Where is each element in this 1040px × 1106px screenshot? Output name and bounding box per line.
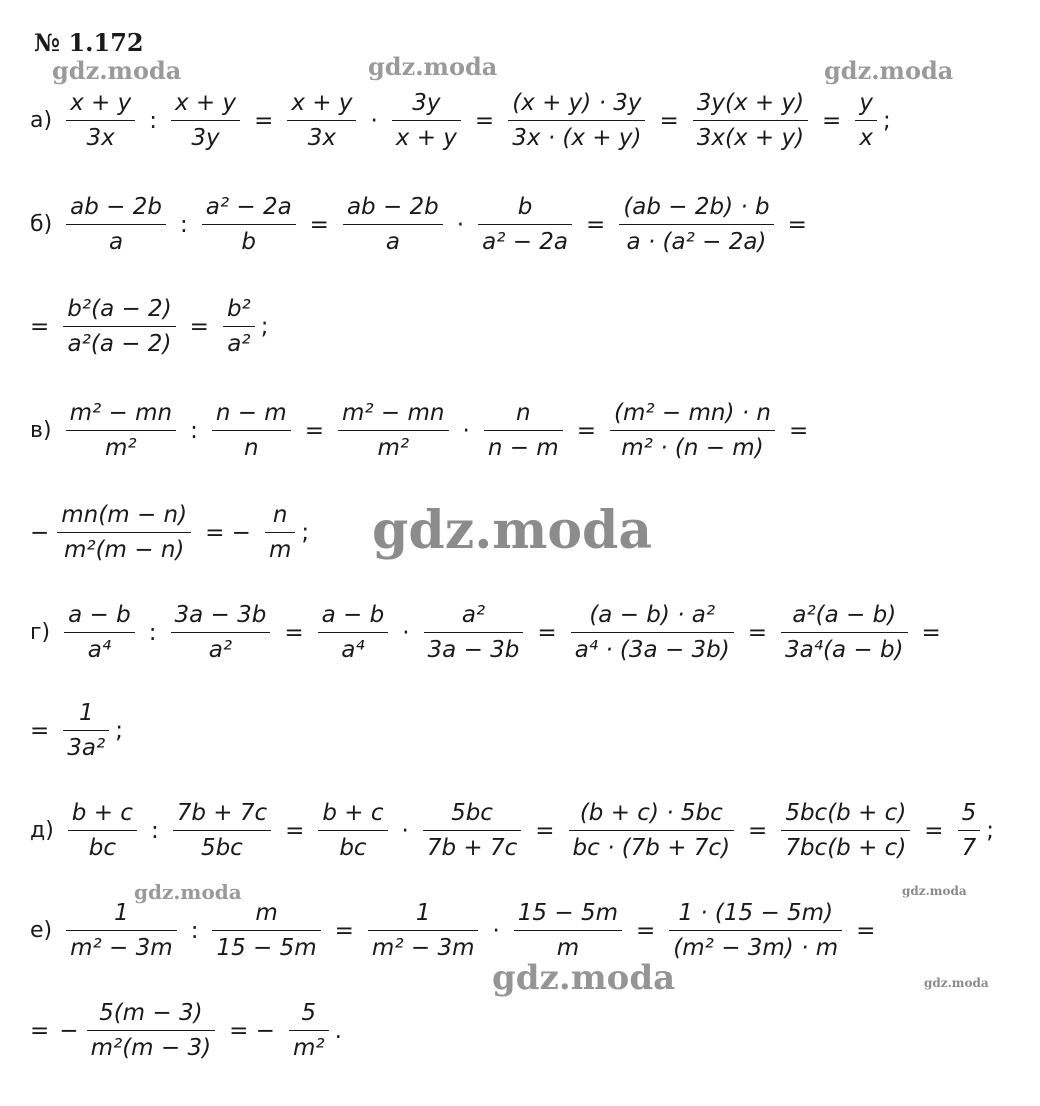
fraction	[855, 86, 877, 155]
operator: =	[856, 917, 876, 944]
denominator: m² − 3m	[371, 935, 475, 961]
operator: −	[30, 519, 50, 546]
operator: =	[285, 817, 305, 844]
numerator: (ab − 2b) · b	[623, 194, 770, 220]
fraction	[87, 996, 216, 1065]
operator: =	[787, 211, 807, 238]
numerator: b + c	[71, 800, 133, 826]
item-label: в)	[30, 418, 52, 443]
operator: =	[822, 107, 842, 134]
watermark: gdz.moda	[902, 884, 967, 898]
item-label: б)	[30, 212, 53, 237]
operator: =	[30, 717, 50, 744]
item-label: е)	[30, 918, 53, 943]
denominator: a⁴ · (3a − 3b)	[574, 637, 730, 663]
denominator: m²(m − n)	[63, 537, 185, 563]
denominator: a²	[208, 637, 233, 663]
fraction	[66, 190, 166, 259]
operator: =	[30, 313, 50, 340]
numerator: a² − 2a	[205, 194, 292, 220]
numerator: x + y	[174, 90, 237, 116]
fraction	[202, 190, 296, 259]
denominator: a	[385, 229, 400, 255]
numerator: b²	[226, 296, 251, 322]
numerator: a²	[461, 602, 486, 628]
fraction	[66, 896, 177, 965]
fraction	[610, 396, 775, 465]
denominator: 3x	[307, 125, 337, 151]
denominator: 3y	[191, 125, 220, 151]
fraction	[368, 896, 479, 965]
numerator: ab − 2b	[346, 194, 439, 220]
operator: :	[179, 211, 188, 238]
operator: =	[309, 211, 329, 238]
numerator: 3y(x + y)	[696, 90, 805, 116]
denominator: a²	[227, 331, 251, 357]
fraction	[171, 598, 271, 667]
fraction	[318, 796, 387, 865]
operator: =	[747, 619, 768, 646]
terminator: ;	[986, 817, 994, 844]
fraction	[171, 86, 240, 155]
numerator: b + c	[322, 800, 384, 826]
numerator: n	[515, 400, 531, 426]
numerator: 3a − 3b	[174, 602, 267, 628]
fraction	[287, 86, 356, 155]
numerator: 1	[78, 700, 94, 726]
operator: =	[304, 417, 324, 444]
terminator: ;	[301, 519, 310, 546]
numerator: 1	[114, 900, 129, 926]
watermark: gdz.moda	[52, 56, 182, 85]
fraction	[571, 598, 734, 667]
operator: ·	[462, 417, 470, 444]
numerator: x + y	[291, 90, 353, 116]
numerator: ab − 2b	[70, 194, 162, 220]
denominator: 3a²	[67, 735, 106, 761]
operator: =	[284, 619, 304, 646]
numerator: (a − b) · a²	[589, 602, 716, 628]
denominator: 7b + 7c	[426, 835, 518, 861]
numerator: y	[859, 90, 873, 116]
operator: :	[190, 917, 199, 944]
numerator: (x + y) · 3y	[512, 90, 642, 116]
numerator: a²(a − b)	[792, 602, 897, 628]
fraction	[265, 498, 295, 567]
denominator: a²(a − 2)	[67, 331, 172, 357]
denominator: 3x · (x + y)	[512, 125, 642, 151]
denominator: 3x(x + y)	[696, 125, 805, 151]
fraction	[343, 190, 443, 259]
terminator: ;	[260, 313, 269, 340]
denominator: m	[556, 935, 580, 961]
numerator: 5bc	[451, 800, 493, 826]
equation-line-e2	[30, 996, 350, 1065]
equation-line-v2	[30, 498, 317, 567]
operator: =	[474, 107, 495, 134]
numerator: (b + c) · 5bc	[579, 800, 723, 826]
fraction	[392, 86, 461, 155]
denominator: 3a⁴(a − b)	[785, 637, 904, 663]
operator: =	[586, 211, 606, 238]
numerator: m² − mn	[69, 400, 173, 426]
denominator: m²	[105, 435, 137, 461]
denominator: m² · (n − m)	[621, 435, 764, 461]
numerator: 7b + 7c	[176, 800, 268, 826]
watermark: gdz.moda	[492, 958, 676, 998]
denominator: 7	[961, 835, 977, 861]
denominator: x + y	[395, 125, 457, 151]
fraction	[781, 796, 910, 865]
denominator: m	[268, 537, 292, 563]
problem-number: № 1.172	[34, 28, 144, 57]
fraction	[57, 498, 191, 567]
numerator: x + y	[70, 90, 132, 116]
denominator: bc	[88, 835, 116, 861]
denominator: 3x	[86, 125, 115, 151]
fraction	[514, 896, 622, 965]
operator: =	[576, 417, 596, 444]
numerator: n − m	[215, 400, 287, 426]
operator: ·	[492, 917, 500, 944]
watermark: gdz.moda	[824, 56, 954, 85]
fraction	[66, 86, 135, 155]
operator: ·	[370, 107, 378, 134]
operator: =	[636, 917, 656, 944]
numerator: m² − mn	[342, 400, 445, 426]
fraction	[781, 598, 907, 667]
item-label: а)	[30, 108, 53, 133]
numerator: b	[517, 194, 533, 220]
fraction	[478, 190, 572, 259]
operator: =	[535, 817, 555, 844]
denominator: n	[243, 435, 259, 461]
fraction	[508, 86, 645, 155]
fraction	[223, 292, 255, 361]
numerator: mn(m − n)	[61, 502, 188, 528]
operator: =	[30, 1017, 50, 1044]
operator: =	[189, 313, 209, 340]
operator: :	[190, 417, 198, 444]
numerator: b²(a − 2)	[67, 296, 172, 322]
denominator: a² − 2a	[482, 229, 569, 255]
fraction	[173, 796, 271, 865]
item-label: г)	[30, 620, 51, 645]
numerator: n	[272, 502, 288, 528]
operator: =	[921, 619, 941, 646]
numerator: 15 − 5m	[517, 900, 618, 926]
numerator: 3y	[412, 90, 441, 116]
operator: ·	[402, 619, 410, 646]
equation-line-g1	[30, 598, 949, 667]
fraction	[64, 598, 135, 667]
denominator: 5bc	[200, 835, 243, 861]
equation-line-a	[30, 86, 899, 155]
operator: −	[59, 1017, 79, 1044]
numerator: 5(m − 3)	[99, 1000, 203, 1026]
fraction	[423, 796, 521, 865]
operator: ·	[456, 211, 465, 238]
numerator: 1 · (15 − 5m)	[678, 900, 834, 926]
numerator: 1	[415, 900, 431, 926]
denominator: m²	[377, 435, 410, 461]
fraction	[619, 190, 773, 259]
numerator: a − b	[321, 602, 385, 628]
fraction	[66, 396, 177, 465]
fraction	[68, 796, 137, 865]
item-label: д)	[30, 818, 54, 843]
terminator: ;	[882, 107, 891, 134]
terminator: ;	[115, 717, 123, 744]
operator: =	[537, 619, 557, 646]
equation-line-v1	[30, 396, 816, 465]
operator: = −	[229, 1017, 275, 1044]
watermark: gdz.moda	[368, 52, 498, 81]
numerator: 5	[961, 800, 977, 826]
denominator: 15 − 5m	[216, 935, 317, 961]
equation-line-b2	[30, 292, 277, 361]
numerator: 5	[301, 1000, 317, 1026]
denominator: a⁴	[341, 637, 365, 663]
operator: =	[334, 917, 354, 944]
denominator: bc	[339, 835, 367, 861]
denominator: b	[241, 229, 256, 255]
denominator: a · (a² − 2a)	[626, 229, 767, 255]
denominator: x	[859, 125, 873, 151]
equation-line-e1	[30, 896, 883, 965]
watermark: gdz.moda	[372, 500, 653, 561]
denominator: m²(m − 3)	[90, 1035, 212, 1061]
fraction	[569, 796, 735, 865]
numerator: a − b	[68, 602, 131, 628]
numerator: 5bc(b + c)	[785, 800, 907, 826]
fraction	[958, 796, 981, 865]
operator: =	[254, 107, 274, 134]
fraction	[289, 996, 329, 1065]
equation-line-b1	[30, 190, 815, 259]
operator: = −	[205, 519, 251, 546]
denominator: m²	[292, 1035, 325, 1061]
fraction	[63, 292, 175, 361]
equation-line-g2	[30, 696, 131, 765]
fraction	[338, 396, 449, 465]
fraction	[212, 896, 320, 965]
denominator: bc · (7b + 7c)	[572, 835, 731, 861]
denominator: n − m	[487, 435, 559, 461]
watermark: gdz.moda	[134, 880, 242, 904]
equation-line-d	[30, 796, 1002, 865]
operator: :	[148, 619, 157, 646]
operator: =	[924, 817, 944, 844]
fraction	[424, 598, 524, 667]
denominator: (m² − 3m) · m	[673, 935, 839, 961]
fraction	[212, 396, 291, 465]
operator: :	[150, 817, 159, 844]
watermark: gdz.moda	[924, 976, 989, 990]
operator: =	[659, 107, 679, 134]
operator: :	[149, 107, 157, 134]
operator: ·	[401, 817, 409, 844]
denominator: m² − 3m	[70, 935, 173, 961]
operator: =	[788, 417, 809, 444]
fraction	[669, 896, 842, 965]
fraction	[484, 396, 563, 465]
operator: =	[748, 817, 768, 844]
denominator: 3a − 3b	[427, 637, 520, 663]
numerator: m	[255, 900, 278, 926]
terminator: .	[334, 1017, 342, 1044]
fraction	[63, 696, 109, 765]
denominator: a⁴	[87, 637, 112, 663]
fraction	[693, 86, 808, 155]
denominator: 7bc(b + c)	[785, 835, 907, 861]
numerator: (m² − mn) · n	[614, 400, 771, 426]
fraction	[318, 598, 389, 667]
denominator: a	[109, 229, 124, 255]
